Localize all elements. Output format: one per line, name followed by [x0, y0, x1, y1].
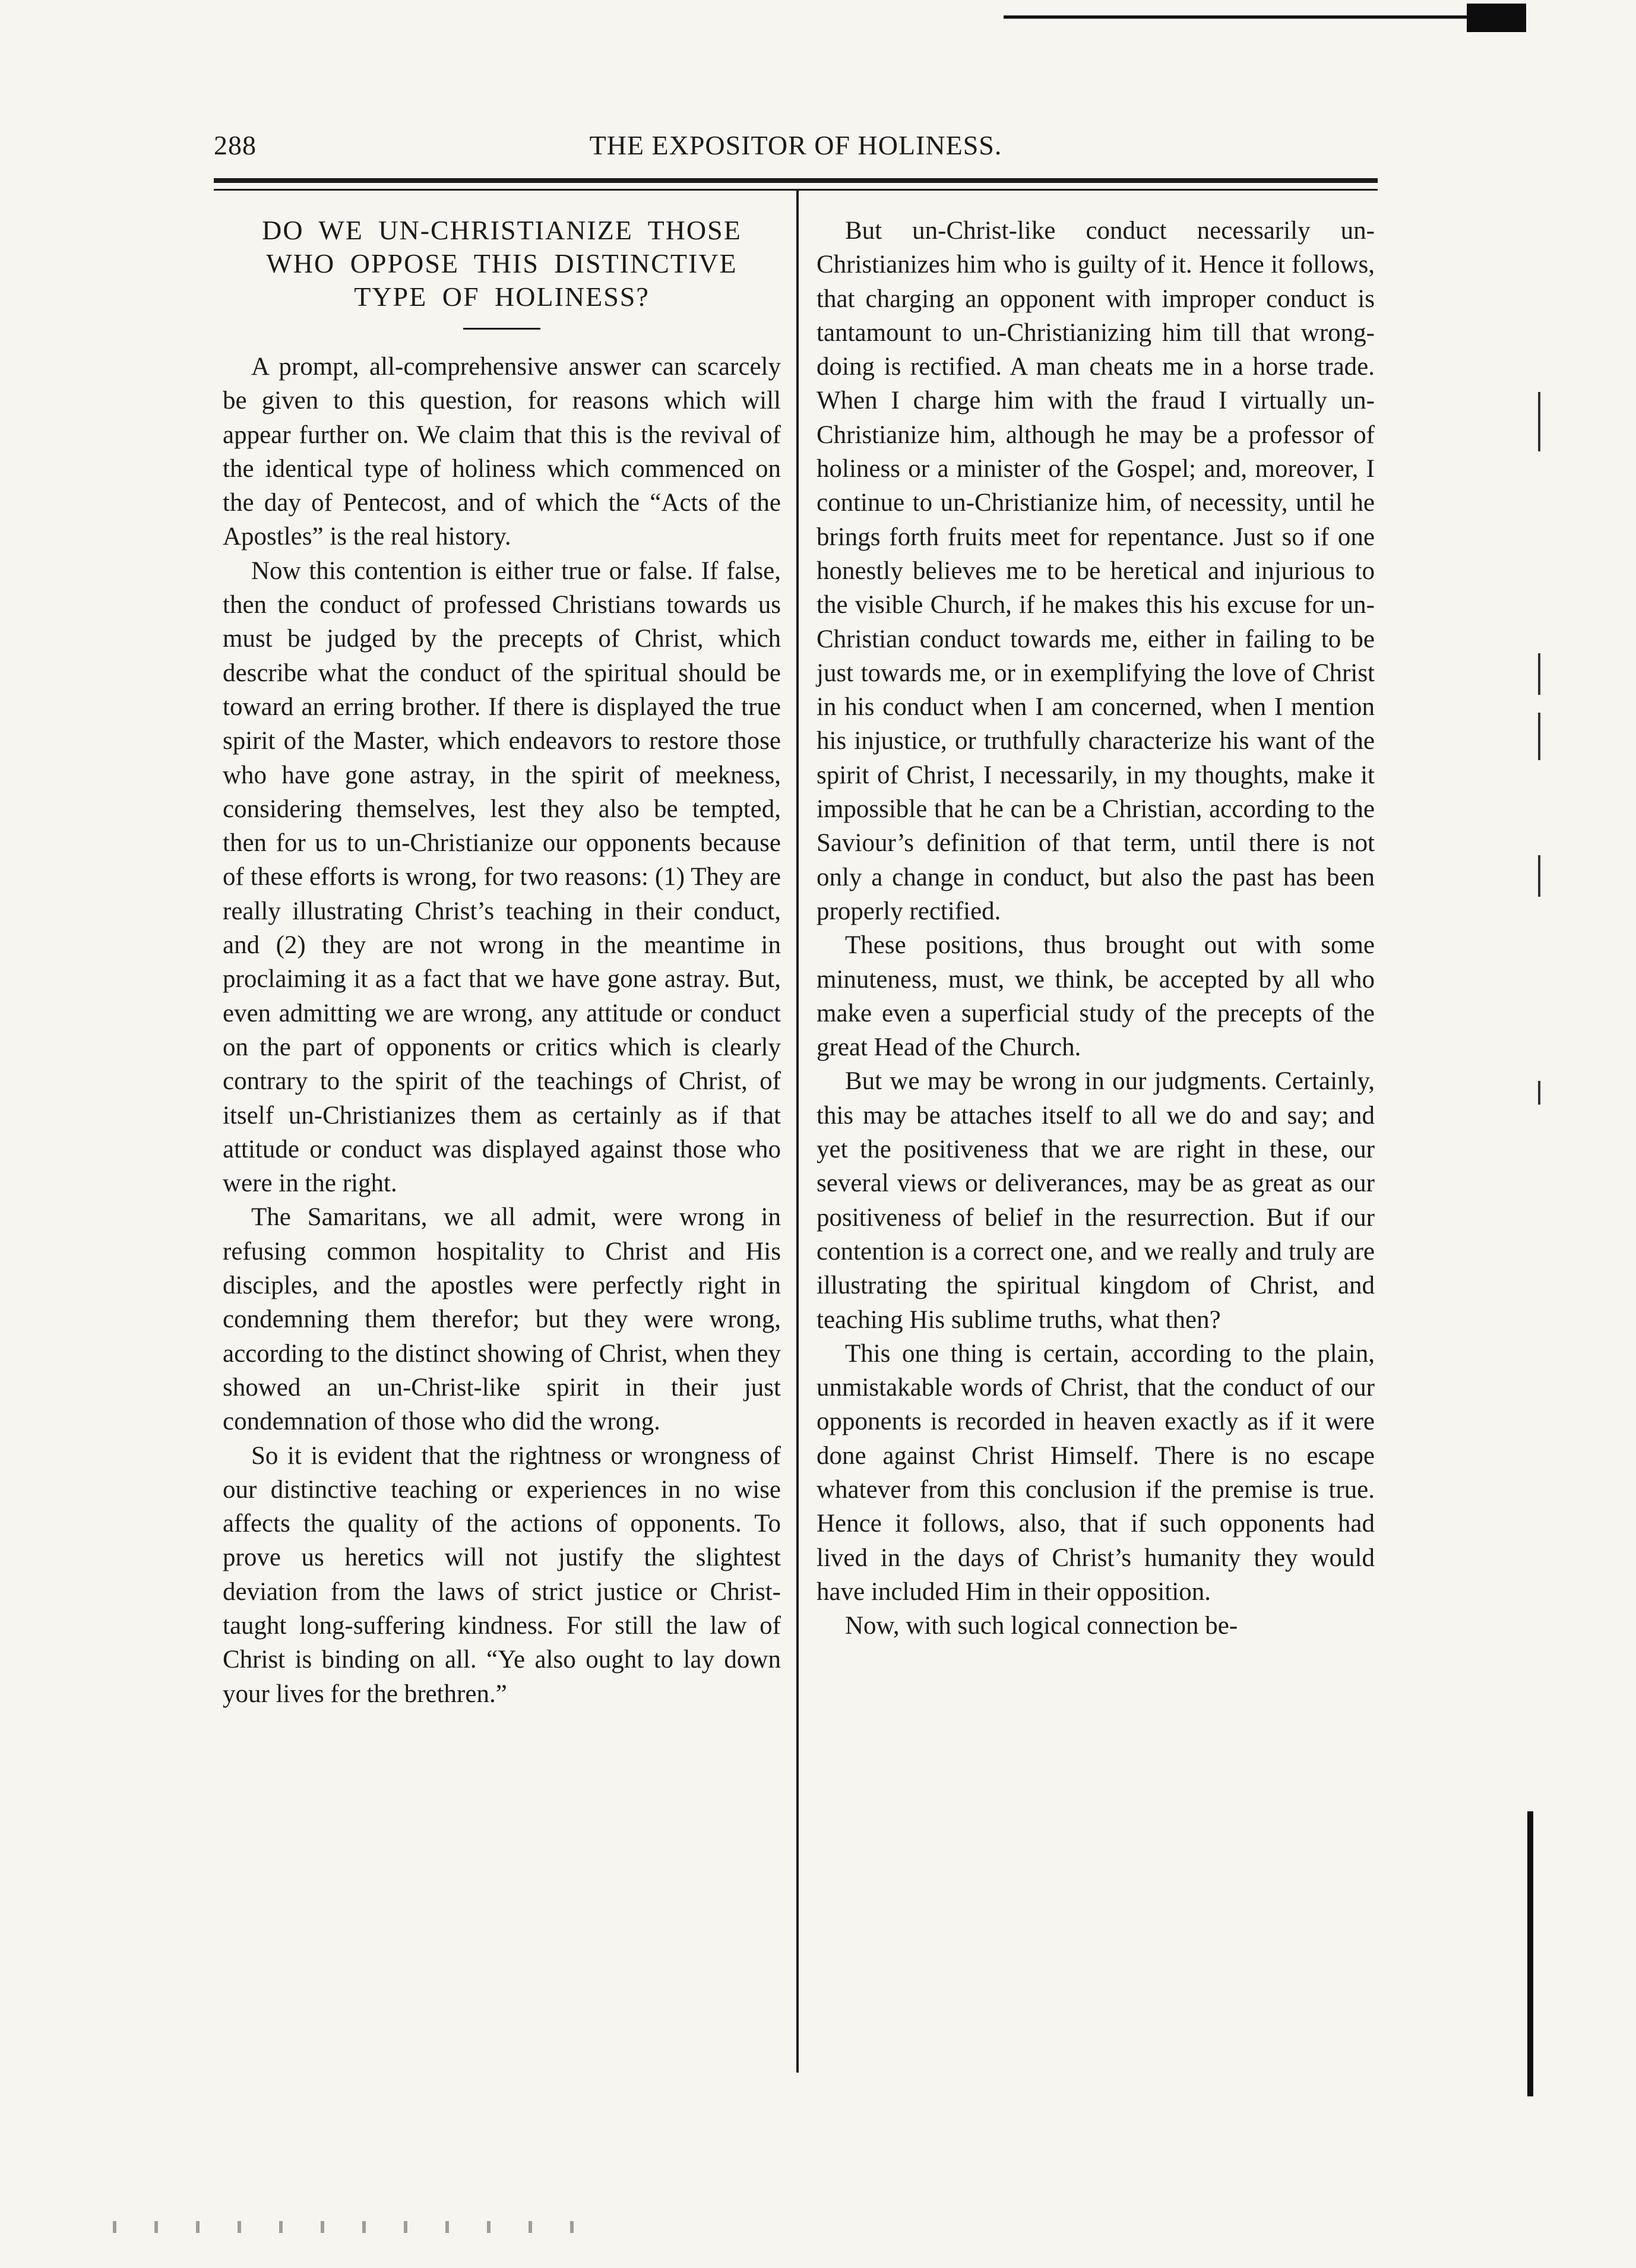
edge-mark: [1538, 653, 1540, 695]
edge-mark: [1538, 428, 1540, 451]
edge-mark: [1538, 855, 1540, 897]
running-title: THE EXPOSITOR OF HOLINESS.: [589, 130, 1002, 160]
paragraph: A prompt, all-comprehensive answer can scarcely be given to this question, for reasons which will appear further on. We claim that this is the revival of the identical type of holiness which commenced on the day of Pentecost, and of which the “Acts of the Apostles” is the real history.: [223, 353, 781, 551]
paragraph: The Samaritans, we all admit, were wrong in refusing common hospitality to Christ and His disciples, and the apostles were perfectly right in condemning them therefor; but they were wrong, according to the distinct showing of Christ, when they showed an un-Christ-like spirit in their just condemnation of those who did the wrong.: [223, 1203, 781, 1436]
left-column: [223, 214, 781, 1711]
paragraph: Now, with such logical connection be-: [845, 1612, 1238, 1640]
page-number: 288: [214, 130, 257, 160]
header-rule-thin: [214, 189, 1378, 191]
paragraph: So it is evident that the rightness or wrongness of our distinctive teaching or experiences in no wise affects the quality of the actions of opponents. To prove us heretics will not justify the slightest deviation from the laws of strict justice or Christ-taught long-suffering kindness. For still the law of Christ is binding on all. “Ye also ought to lay down your lives for the brethren.”: [223, 1441, 781, 1708]
paragraph: This one thing is certain, according to the plain, unmistakable words of Christ, that the conduct of our opponents is recorded in heaven exactly as if it were done against Christ Himself. There is no escape whatever from this conclusion if the premise is true. Hence it follows, also, that if such opponents had lived in the days of Christ’s humanity they would have included Him in their opposition.: [817, 1339, 1375, 1606]
paragraph: These positions, thus brought out with some minuteness, must, we think, be accepted by all who make even a superficial study of the precepts of the great Head of the Church.: [817, 931, 1375, 1062]
page-edge-marks: [1538, 119, 1545, 2197]
page-edge-bar: [1527, 1811, 1533, 2096]
header-rule-thick: [214, 178, 1378, 183]
paragraph: But un-Christ-like conduct necessarily un-Christianizes him who is guilty of it. Hence it follows, that charging an opponent with improper conduct is tantamount to un-Christianizing him till that wrong-doing is rectified. A man cheats me in a horse trade. When I charge him with the fraud I virtually un-Christianize him, although he may be a professor of holiness or a minister of the Gospel; and, moreover, I continue to un-Christianize him, of necessity, until he brings forth fruits meet for repentance. Just so if one honestly believes me to be heretical and injurious to the visible Church, if he makes this his excuse for un-Christian conduct towards me, either in failing to be just towards me, or in exemplifying the love of Christ in his conduct when I am concerned, when I mention his injustice, or truthfully characterize his want of the spirit of Christ, I necessarily, in my thoughts, make it impossible that he can be a Christian, according to the Saviour’s definition of that term, until there is not only a change in conduct, but also the past has been properly rectified.: [817, 217, 1375, 925]
edge-mark: [1538, 1081, 1540, 1105]
paragraph: Now this contention is either true or false. If false, then the conduct of professed Christians towards us must be judged by the precepts of Christ, which describe what the conduct of the spiritual should be toward an erring brother. If there is displayed the true spirit of the Master, which endeavors to restore those who have gone astray, in the spirit of meekness, considering themselves, lest they also be tempted, then for us to un-Christianize our opponents because of these efforts is wrong, for two reasons: (1) They are really illustrating Christ’s teaching in their conduct, and (2) they are not wrong in the meantime in proclaiming it as a fact that we have gone astray. But, even admitting we are wrong, any attitude or conduct on the part of opponents or critics which is clearly contrary to the spirit of the teachings of Christ, of itself un-Christianizes them as certainly as if that attitude or conduct was displayed against those who were in the right.: [223, 556, 781, 1198]
title-dash: [463, 328, 540, 330]
right-column: [817, 214, 1375, 1643]
top-edge-rule: [1004, 8, 1526, 32]
edge-mark: [1538, 392, 1540, 428]
paragraph: But we may be wrong in our judgments. Certainly, this may be attaches itself to all we do and say; and yet the positiveness that we are right in these, our several views or deliverances, may be as great as our positiveness of belief in the resurrection. But if our contention is a correct one, and we really and truly are illustrating the spiritual kingdom of Christ, and teaching His sublime truths, what then?: [817, 1067, 1375, 1334]
column-divider: [796, 190, 799, 2073]
bottom-specks: [113, 2221, 588, 2233]
article-title: DO WE UN-CHRISTIANIZE THOSE WHO OPPOSE THIS DISTINCTIVE TYPE OF HOLINESS?: [262, 215, 742, 312]
top-edge-ink-block: [1467, 4, 1526, 32]
edge-mark: [1538, 713, 1540, 760]
running-header: [214, 129, 1378, 177]
